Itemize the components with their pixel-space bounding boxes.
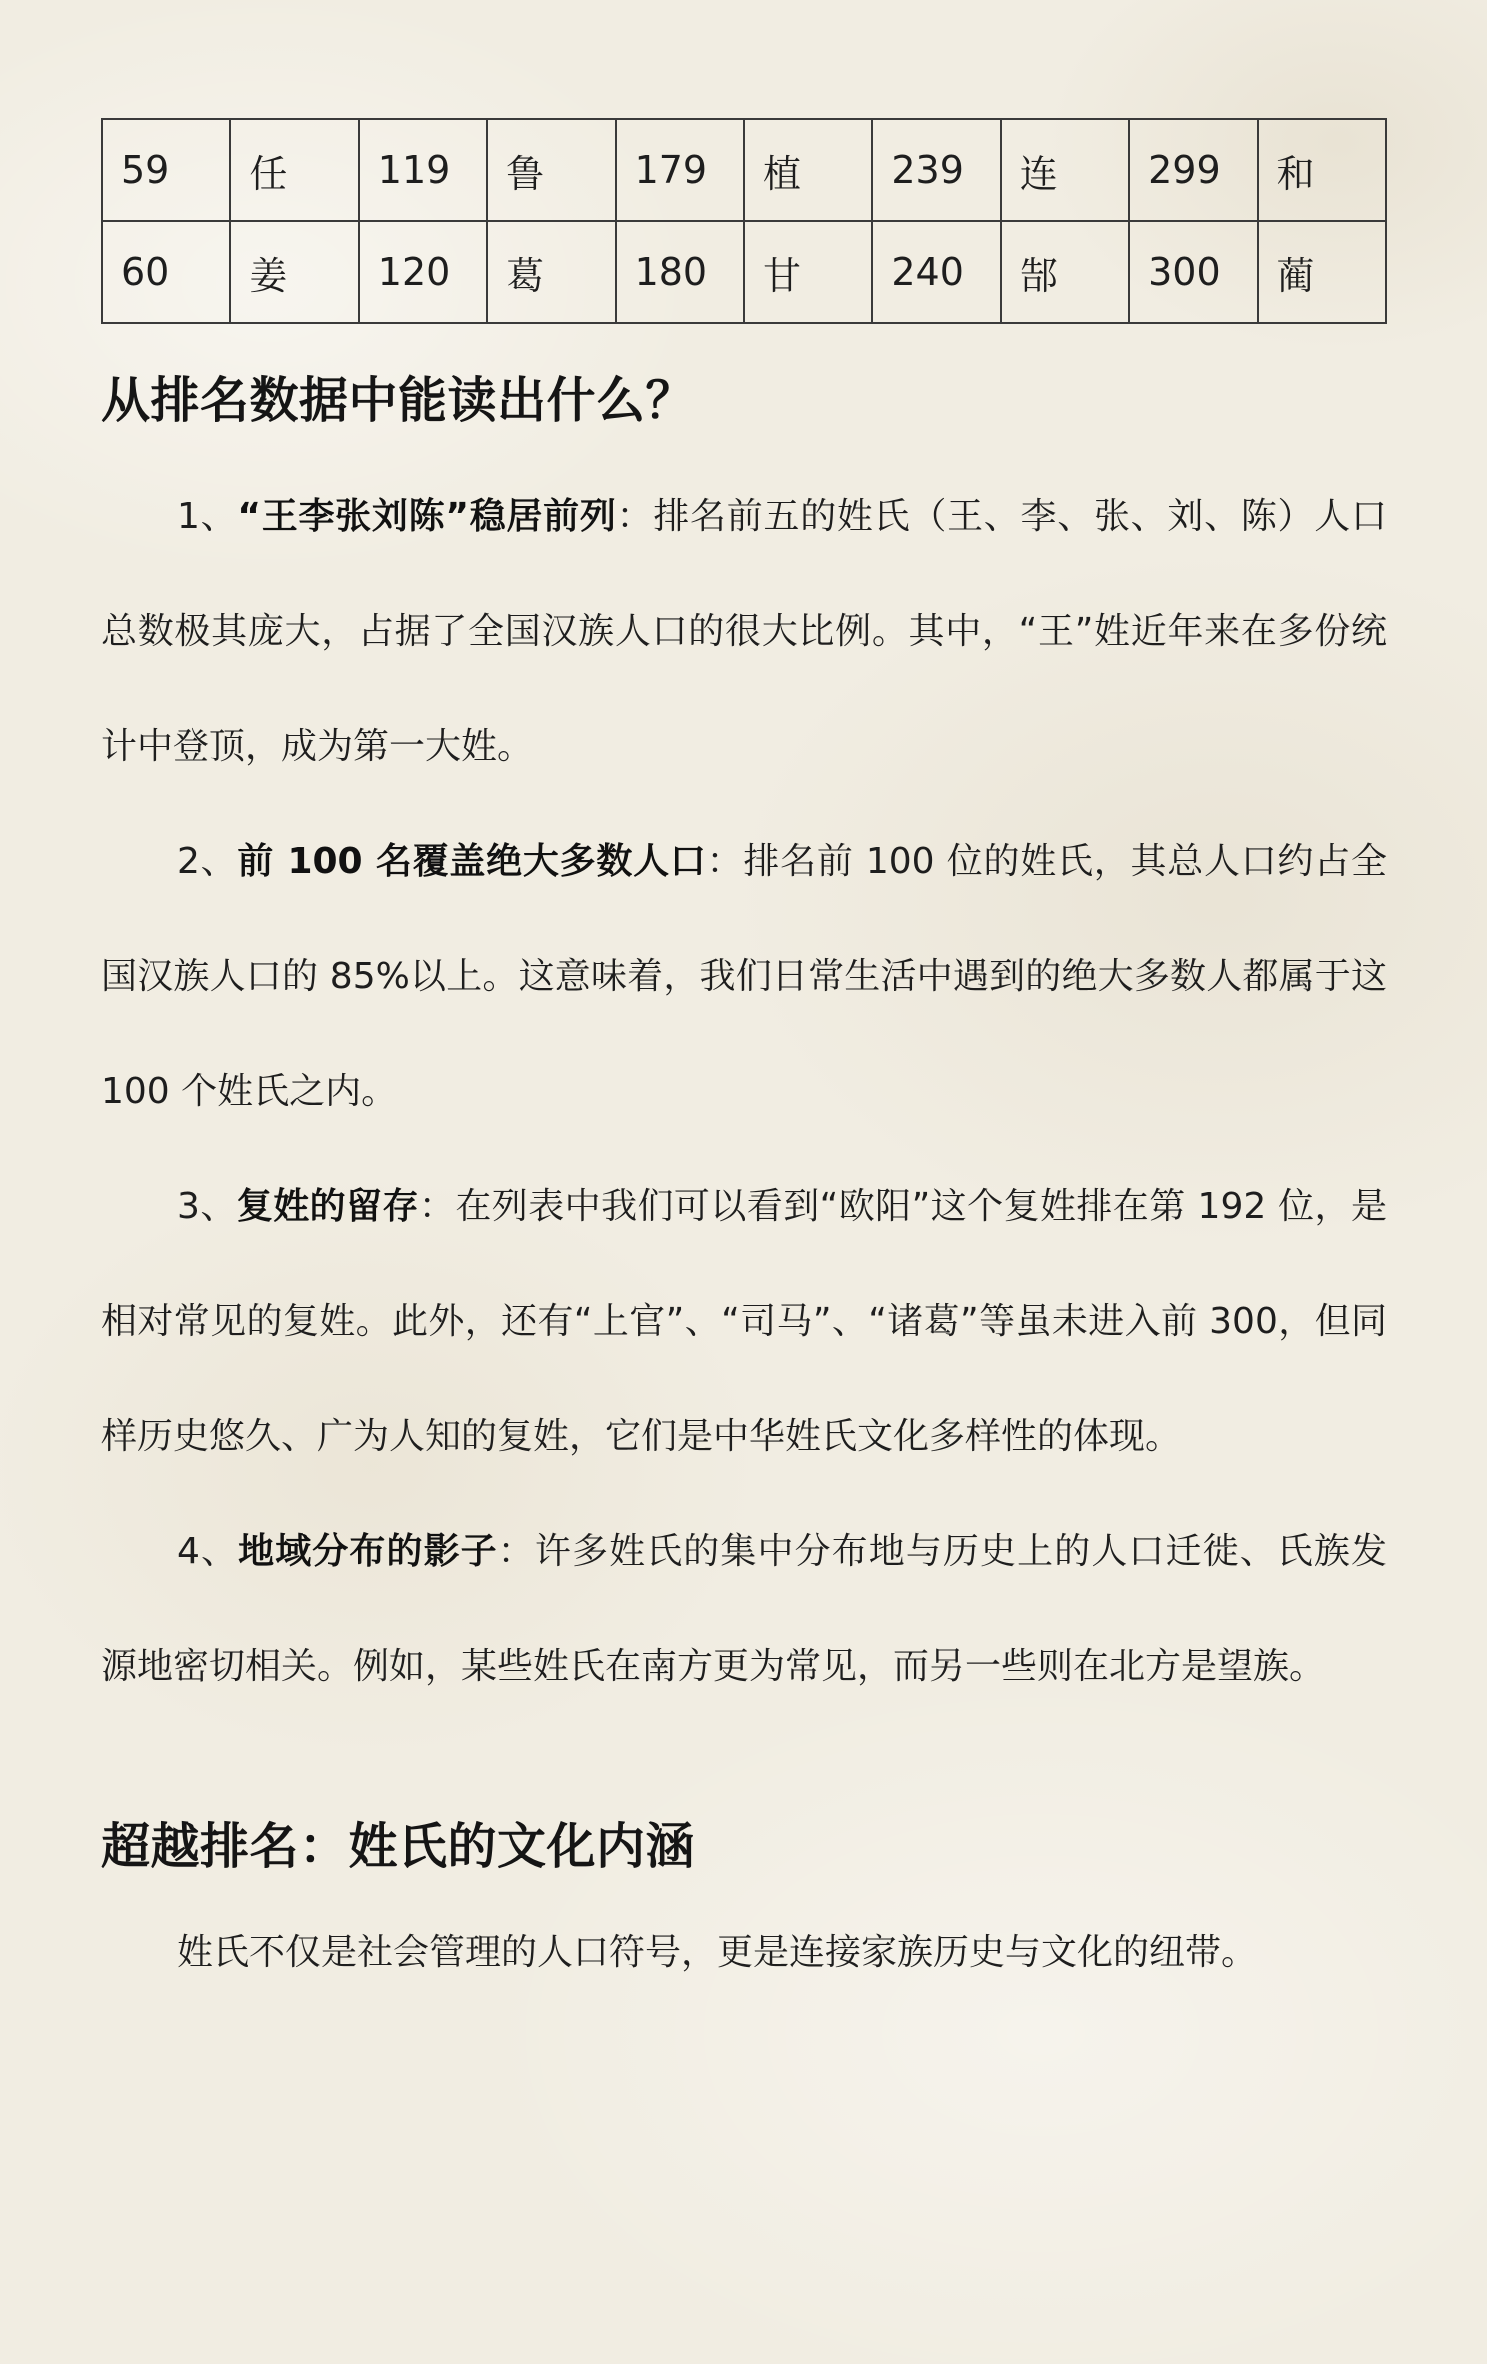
point-text: ：在列表中我们可以看到“欧阳”这个复姓排在第 192 位，是相对常见的复姓。此外，还有“上官”、“司马”、“诸葛”等虽未进入前 300，但同样历史悠久、广为人知的复姓，它们是中华姓氏文化多样性的体现。 [101,1186,1387,1457]
point-text: ：许多姓氏的集中分布地与历史上的人口迁徙、氏族发源地密切相关。例如，某些姓氏在南方更为常见，而另一些则在北方是望族。 [101,1531,1387,1687]
point-heading: 复姓的留存 [236,1186,419,1227]
surname-cell: 任 [230,119,358,221]
rank-cell: 240 [872,221,1000,323]
rank-cell: 119 [359,119,487,221]
point-heading: 前 100 名覆盖绝大多数人口 [237,841,707,882]
point-number: 2、 [177,841,238,882]
rank-cell: 179 [616,119,744,221]
insight-paragraph-1 [101,459,1387,804]
rank-cell: 299 [1129,119,1257,221]
culture-paragraph: 姓氏不仅是社会管理的人口符号，更是连接家族历史与文化的纽带。 [177,1932,1258,1973]
insight-paragraph-2 [101,804,1387,1149]
point-number: 1、 [177,496,238,537]
point-heading: 地域分布的影子 [238,1531,498,1572]
surname-cell: 和 [1258,119,1386,221]
rank-cell: 60 [102,221,230,323]
rank-cell: 239 [872,119,1000,221]
surname-cell: 连 [1001,119,1129,221]
section-heading-insights: 从排名数据中能读出什么？ [101,372,696,429]
rank-cell: 180 [616,221,744,323]
point-text: ：排名前五的姓氏（王、李、张、刘、陈）人口总数极其庞大，占据了全国汉族人口的很大比例。其中，“王”姓近年来在多份统计中登顶，成为第一大姓。 [101,496,1387,767]
rank-cell: 300 [1129,221,1257,323]
insight-paragraph-4 [101,1494,1387,1724]
rank-cell: 59 [102,119,230,221]
surname-cell: 蔺 [1258,221,1386,323]
surname-cell: 姜 [230,221,358,323]
surname-cell: 郜 [1001,221,1129,323]
surname-cell: 甘 [744,221,872,323]
surname-cell: 鲁 [487,119,615,221]
table-row [102,221,1386,323]
point-number: 3、 [177,1186,237,1227]
rank-cell: 120 [359,221,487,323]
section-heading-culture: 超越排名：姓氏的文化内涵 [101,1818,696,1875]
surname-cell: 葛 [487,221,615,323]
point-heading: “王李张刘陈”稳居前列 [237,496,617,537]
point-number: 4、 [177,1531,239,1572]
point-text: ：排名前 100 位的姓氏，其总人口约占全国汉族人口的 85%以上。这意味着，我们日常生活中遇到的绝大多数人都属于这 100 个姓氏之内。 [101,841,1387,1112]
insight-paragraph-3 [101,1149,1387,1494]
document-page [101,118,1387,2010]
surname-cell: 植 [744,119,872,221]
surname-rank-table [101,118,1387,324]
table-row [102,119,1386,221]
